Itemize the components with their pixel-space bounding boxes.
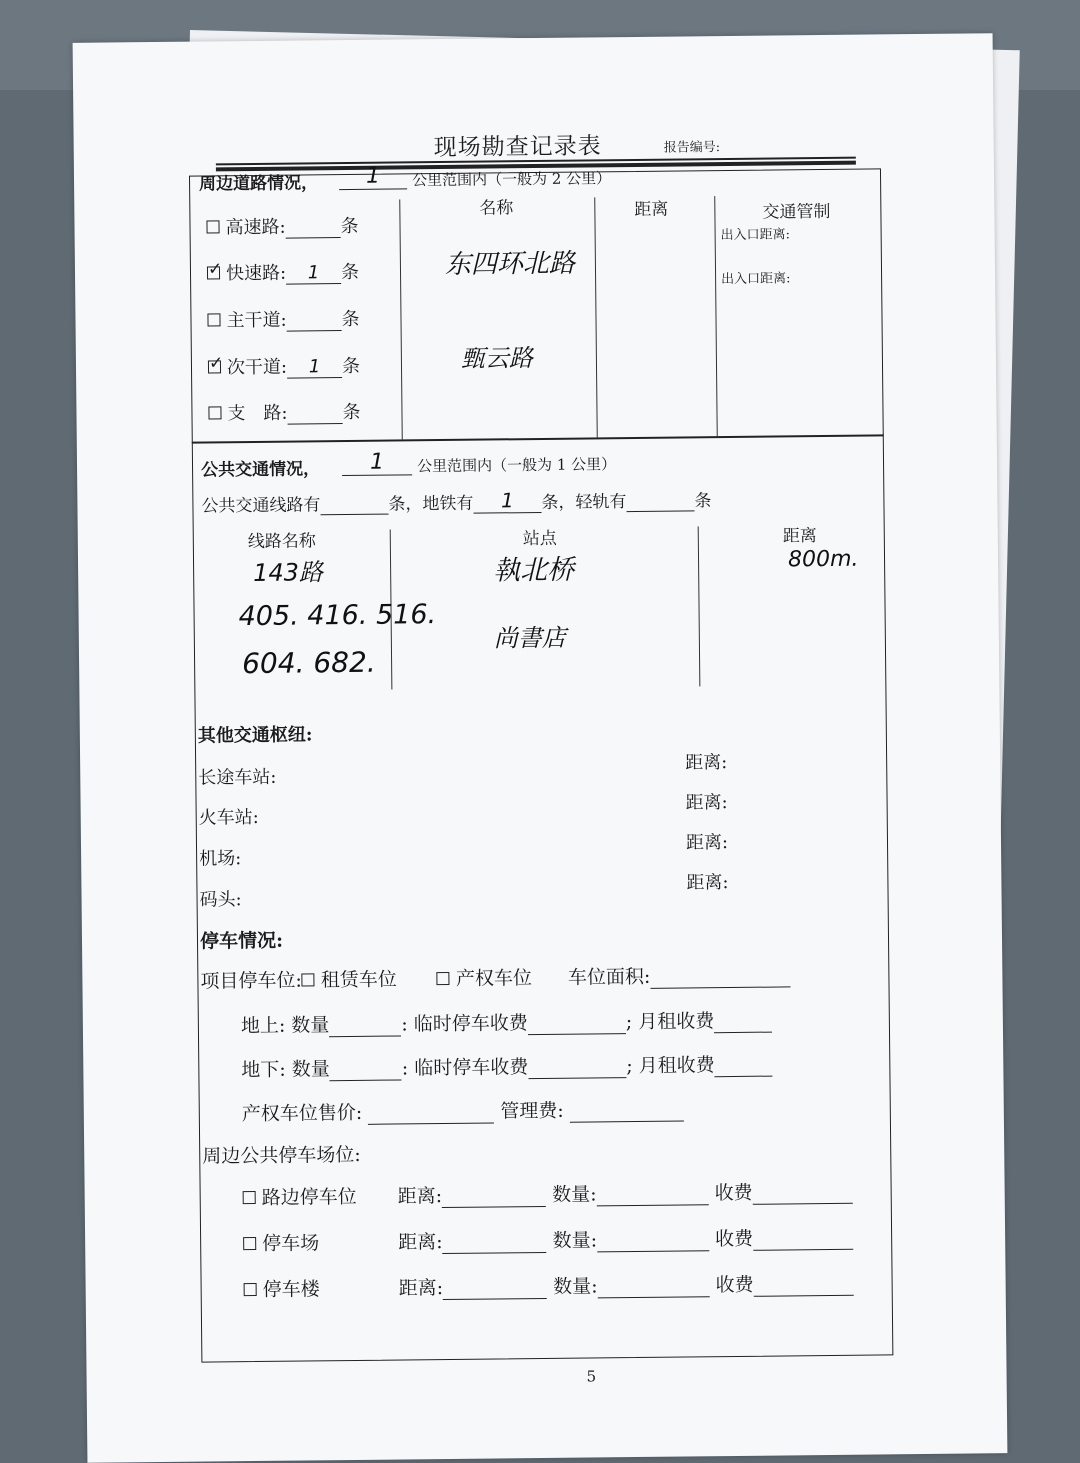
roads-range-suffix: 公里范围内（一般为 2 公里）: [411, 169, 612, 190]
road-row-expressway: [207, 258, 359, 286]
garage-count-field[interactable]: [597, 1274, 709, 1298]
unit-label: 条: [342, 401, 361, 424]
distance-label: 距离:: [398, 1231, 443, 1254]
light-rail-label: 轻轨有: [575, 492, 627, 513]
below-temp-fee-field[interactable]: [528, 1055, 626, 1079]
hub-railway-station: 火车站:: [198, 806, 259, 829]
price-row: [242, 1095, 684, 1127]
report-number-label: 报告编号:: [663, 140, 721, 156]
monthly-fee-label: 月租收费: [638, 1054, 715, 1077]
temp-fee-label: 临时停车收费: [414, 1056, 529, 1080]
fee-label: 收费: [714, 1227, 754, 1251]
secondary-road-name[interactable]: 甄云路: [460, 344, 534, 373]
roadside-count-field[interactable]: [596, 1182, 708, 1206]
hub-pier: 码头:: [199, 889, 242, 911]
count-label: 数量:: [552, 1183, 597, 1206]
road-row-arterial: [207, 305, 359, 333]
expressway-count[interactable]: 1: [286, 262, 341, 285]
survey-form-page: [73, 33, 1008, 1463]
lot-distance-field[interactable]: [443, 1230, 547, 1254]
arterial-label: 主干道:: [226, 309, 287, 332]
roadside-fee-field[interactable]: [753, 1181, 853, 1205]
road-row-highway: [206, 212, 358, 240]
underground-row: 地下: 数量 : 临时停车收费 ; 月租收费: [241, 1050, 773, 1083]
qty-label: 数量: [291, 1058, 330, 1081]
station-distance[interactable]: 800m.: [787, 546, 859, 573]
price-field[interactable]: [368, 1100, 494, 1124]
lot-fee-field[interactable]: [753, 1227, 853, 1251]
secondary-count[interactable]: 1: [287, 356, 342, 379]
mgmt-fee-field[interactable]: [570, 1099, 684, 1123]
branch-checkbox[interactable]: [208, 406, 221, 419]
monthly-fee-label: 月租收费: [638, 1010, 715, 1033]
below-label: 地下:: [241, 1058, 286, 1082]
distance-label: 距离:: [398, 1277, 444, 1300]
fee-label: 收费: [714, 1181, 753, 1205]
above-temp-fee-field[interactable]: [528, 1011, 626, 1035]
hub-coach-distance: 距离:: [685, 752, 728, 774]
area-field[interactable]: [650, 964, 790, 988]
expressway-checkbox[interactable]: [207, 266, 220, 279]
station-name-1[interactable]: 執北桥: [492, 554, 575, 587]
hub-coach-station: 长途车站:: [198, 766, 277, 789]
transit-lines-row: [201, 486, 711, 516]
public-parking-title: 周边公共停车场位:: [202, 1143, 361, 1168]
roadside-distance-field[interactable]: [442, 1184, 546, 1208]
transit-col-station: 站点: [522, 528, 557, 550]
transit-lines-label: 公共交通线路有: [201, 495, 321, 517]
roadside-checkbox[interactable]: [243, 1191, 256, 1204]
roads-title: 周边道路情况，: [198, 173, 319, 195]
roads-range-value[interactable]: 1: [339, 163, 407, 190]
above-label: 地上:: [240, 1014, 286, 1038]
above-monthly-fee-field[interactable]: [714, 1010, 772, 1034]
route-name-3[interactable]: 604. 682.: [241, 645, 376, 681]
unit-label: 条，: [541, 492, 576, 513]
lot-label: 停车场: [262, 1232, 320, 1255]
below-monthly-fee-field[interactable]: [715, 1054, 773, 1078]
area-label: 车位面积:: [567, 965, 651, 989]
price-label: 产权车位售价:: [241, 1101, 363, 1126]
fee-label: 收费: [715, 1273, 754, 1297]
secondary-checkbox[interactable]: [208, 360, 221, 373]
hub-railway-distance: 距离:: [685, 792, 728, 814]
roadside-label: 路边停车位: [261, 1185, 357, 1209]
transit-range-suffix: 公里范围内（一般为 1 公里）: [416, 455, 617, 476]
garage-label: 停车楼: [262, 1278, 320, 1301]
roads-col-name: 名称: [479, 198, 514, 219]
station-name-2[interactable]: 尚書店: [493, 623, 566, 653]
roads-col-distance: 距离: [634, 199, 669, 220]
above-qty-field[interactable]: [329, 1013, 401, 1037]
unit-label: 条: [341, 355, 361, 378]
arterial-checkbox[interactable]: [207, 313, 220, 326]
unit-label: 条: [340, 215, 359, 238]
form-title: 现场勘查记录表: [433, 133, 602, 162]
road-row-secondary: [208, 352, 360, 380]
unit-label: 条: [694, 491, 712, 512]
subway-count[interactable]: 1: [473, 488, 541, 514]
entrance-distance-2: 出入口距离:: [721, 271, 791, 288]
transit-range-value[interactable]: 1: [342, 449, 412, 476]
hubs-title: 其他交通枢纽:: [197, 724, 313, 747]
transit-title: 公共交通情况，: [200, 459, 321, 481]
count-label: 数量:: [552, 1229, 598, 1252]
road-row-branch: [208, 398, 360, 426]
own-option-label: 产权车位: [455, 967, 533, 990]
highway-label: 高速路:: [225, 216, 286, 239]
hub-airport: 机场:: [199, 848, 242, 870]
transit-col-distance: 距离: [782, 526, 817, 547]
expressway-name[interactable]: 东四环北路: [444, 248, 576, 280]
subway-label: 地铁有: [422, 493, 474, 515]
mgmt-fee-label: 管理费:: [500, 1099, 564, 1123]
secondary-label: 次干道:: [226, 356, 288, 379]
branch-label: 支 路:: [227, 402, 288, 425]
distance-label: 距离:: [397, 1185, 443, 1208]
transit-col-route: 线路名称: [247, 531, 316, 553]
parking-title: 停车情况:: [199, 929, 284, 953]
lot-count-field[interactable]: [597, 1228, 709, 1252]
count-label: 数量:: [553, 1275, 598, 1298]
route-name-1[interactable]: 143路: [253, 558, 324, 587]
route-name-2[interactable]: 405. 416. 516.: [238, 599, 437, 633]
garage-fee-field[interactable]: [753, 1273, 853, 1297]
garage-checkbox[interactable]: [244, 1282, 257, 1295]
lot-checkbox[interactable]: [243, 1236, 256, 1249]
hub-pier-distance: 距离:: [686, 872, 729, 894]
below-qty-field[interactable]: [330, 1057, 402, 1081]
roads-col-traffic: 交通管制: [762, 201, 831, 223]
entrance-distance-1: 出入口距离:: [720, 227, 791, 244]
page-number: 5: [586, 1367, 597, 1386]
hub-airport-distance: 距离:: [685, 832, 729, 854]
temp-fee-label: 临时停车收费: [413, 1012, 528, 1036]
above-ground-row: 地上: 数量 : 临时停车收费 ; 月租收费: [241, 1006, 773, 1039]
highway-checkbox[interactable]: [206, 220, 219, 233]
expressway-label: 快速路:: [225, 262, 287, 285]
unit-label: 条: [341, 308, 360, 331]
unit-label: 条，: [388, 494, 423, 515]
project-parking-label: 项目停车位:: [200, 969, 302, 993]
own-checkbox[interactable]: [437, 971, 450, 984]
unit-label: 条: [340, 261, 360, 284]
rent-option-label: 租赁车位: [320, 968, 397, 992]
rent-checkbox[interactable]: [302, 973, 315, 986]
garage-distance-field[interactable]: [443, 1276, 547, 1300]
qty-label: 数量: [291, 1014, 330, 1037]
